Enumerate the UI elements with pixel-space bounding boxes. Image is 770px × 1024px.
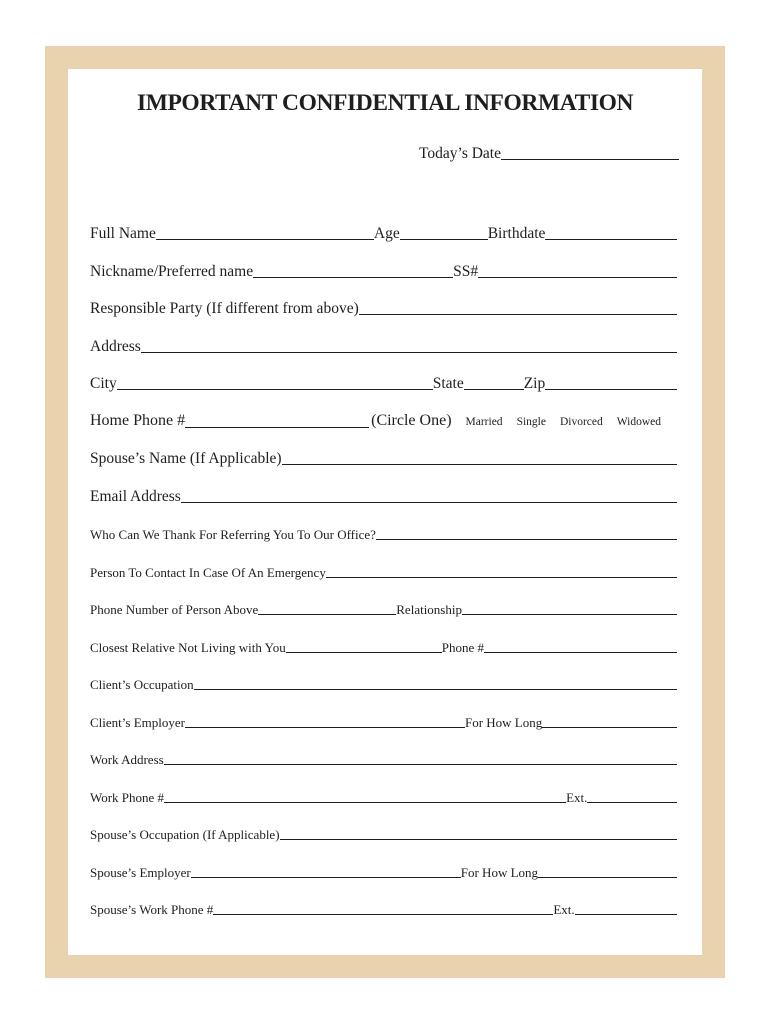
zip-label: Zip — [523, 374, 546, 392]
spouse-occupation-row — [90, 821, 677, 843]
spouse-ext-label: Ext. — [553, 902, 575, 917]
relative-phone-label: Phone # — [441, 640, 484, 655]
relationship-label: Relationship — [396, 602, 462, 617]
employer-row — [90, 709, 677, 731]
emergency-contact-label: Person To Contact In Case Of An Emergency — [90, 565, 326, 580]
spouse-employer-field[interactable] — [191, 877, 461, 878]
nickname-label: Nickname/Preferred name — [90, 262, 254, 280]
work-phone-label: Work Phone # — [90, 790, 165, 805]
state-field[interactable] — [464, 389, 524, 390]
work-phone-field[interactable] — [164, 802, 566, 803]
full-name-label: Full Name — [90, 224, 156, 242]
email-label: Email Address — [90, 487, 181, 505]
todays-date-field[interactable] — [501, 159, 679, 160]
emergency-phone-row — [90, 596, 677, 618]
spouse-name-field[interactable] — [282, 464, 677, 465]
todays-date-row — [419, 141, 679, 163]
spouse-work-phone-label: Spouse’s Work Phone # — [90, 902, 214, 917]
spouse-employer-duration-field[interactable] — [538, 877, 677, 878]
closest-relative-row — [90, 634, 677, 656]
city-field[interactable] — [117, 389, 433, 390]
employer-duration-label: For How Long — [464, 715, 543, 730]
occupation-field[interactable] — [194, 689, 677, 690]
age-field[interactable] — [400, 239, 488, 240]
zip-field[interactable] — [545, 389, 677, 390]
home-phone-field[interactable] — [185, 427, 369, 428]
spouse-employer-label: Spouse’s Employer — [90, 865, 191, 880]
ss-field[interactable] — [478, 277, 677, 278]
referral-label: Who Can We Thank For Referring You To Our Office? — [90, 527, 376, 542]
nickname-field[interactable] — [253, 277, 453, 278]
spouse-name-row — [90, 446, 677, 468]
responsible-party-label: Responsible Party (If different from above) — [90, 299, 359, 317]
responsible-party-row — [90, 296, 677, 318]
full-name-row — [90, 221, 677, 243]
birthdate-label: Birthdate — [487, 224, 546, 242]
circle-one-label: (Circle One) — [371, 412, 452, 429]
referral-field[interactable] — [376, 539, 677, 540]
home-phone-row — [90, 409, 677, 431]
todays-date-label: Today’s Date — [419, 144, 501, 162]
emergency-contact-field[interactable] — [326, 577, 677, 578]
city-label: City — [90, 374, 117, 392]
spouse-ext-field[interactable] — [575, 914, 677, 915]
spouse-occupation-label: Spouse’s Occupation (If Applicable) — [90, 827, 280, 842]
birthdate-field[interactable] — [545, 239, 677, 240]
address-label: Address — [90, 337, 141, 355]
marital-option-divorced[interactable]: Divorced — [559, 415, 603, 428]
marital-option-widowed[interactable]: Widowed — [616, 415, 661, 428]
spouse-employer-duration-label: For How Long — [460, 865, 539, 880]
spouse-employer-row — [90, 859, 677, 881]
marital-option-single[interactable]: Single — [516, 415, 546, 428]
emergency-phone-label: Phone Number of Person Above — [90, 602, 259, 617]
closest-relative-label: Closest Relative Not Living with You — [90, 640, 286, 655]
work-address-field[interactable] — [164, 764, 677, 765]
emergency-contact-row — [90, 559, 677, 581]
employer-field[interactable] — [185, 727, 465, 728]
spouse-occupation-field[interactable] — [280, 839, 677, 840]
city-row — [90, 371, 677, 393]
occupation-row — [90, 671, 677, 693]
spouse-name-label: Spouse’s Name (If Applicable) — [90, 449, 282, 467]
marital-option-married[interactable]: Married — [465, 415, 503, 428]
work-address-label: Work Address — [90, 752, 164, 767]
relative-phone-field[interactable] — [484, 652, 677, 653]
work-address-row — [90, 746, 677, 768]
address-row — [90, 334, 677, 356]
work-ext-label: Ext. — [566, 790, 588, 805]
occupation-label: Client’s Occupation — [90, 677, 194, 692]
work-ext-field[interactable] — [587, 802, 677, 803]
emergency-phone-field[interactable] — [258, 614, 396, 615]
state-label: State — [432, 374, 464, 392]
spouse-work-phone-row — [90, 896, 677, 918]
email-field[interactable] — [181, 502, 677, 503]
ss-label: SS# — [453, 262, 479, 280]
spouse-work-phone-field[interactable] — [213, 914, 553, 915]
employer-label: Client’s Employer — [90, 715, 185, 730]
age-label: Age — [373, 224, 400, 242]
work-phone-row — [90, 784, 677, 806]
home-phone-label: Home Phone # — [90, 412, 186, 429]
email-row — [90, 484, 677, 506]
employer-duration-field[interactable] — [542, 727, 677, 728]
nickname-row — [90, 259, 677, 281]
closest-relative-field[interactable] — [286, 652, 442, 653]
full-name-field[interactable] — [156, 239, 374, 240]
responsible-party-field[interactable] — [359, 314, 677, 315]
referral-row — [90, 521, 677, 543]
address-field[interactable] — [141, 352, 677, 353]
relationship-field[interactable] — [462, 614, 677, 615]
form-title: IMPORTANT CONFIDENTIAL INFORMATION — [136, 90, 634, 116]
